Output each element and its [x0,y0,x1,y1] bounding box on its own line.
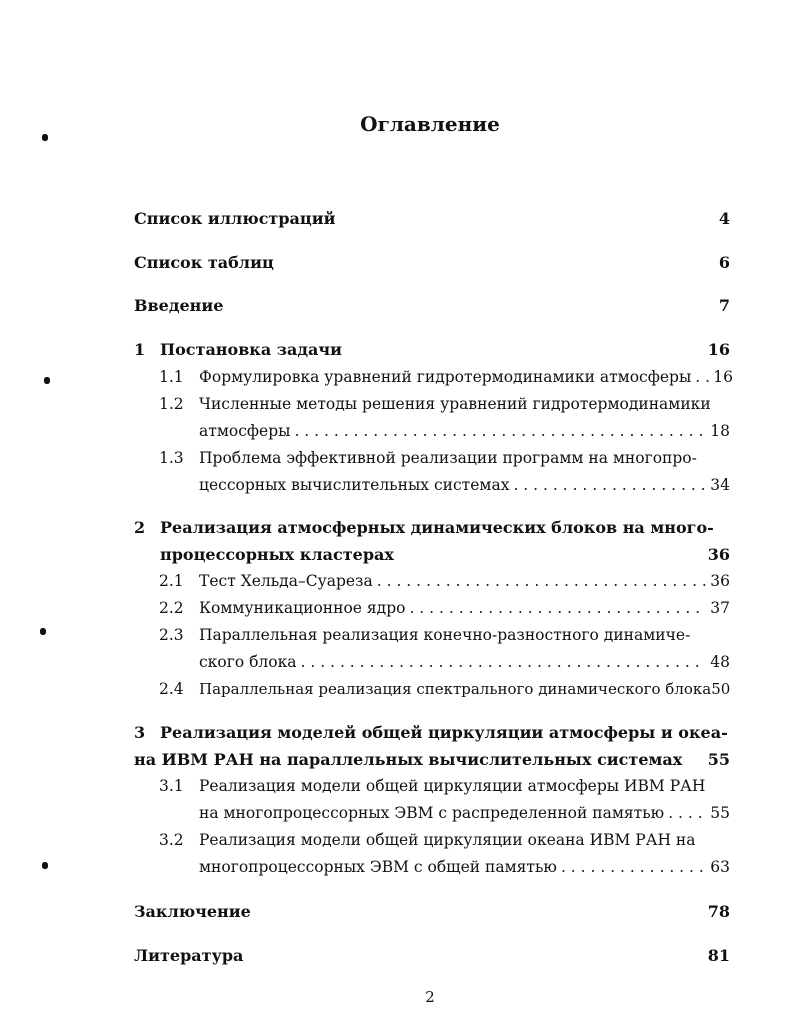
page-number: 2 [425,988,435,1006]
chapter-number: 1 [134,340,146,359]
scan-speck [40,628,46,635]
chapter-number: 3 [134,723,146,742]
toc-entry[interactable]: Введение 7 [134,296,730,315]
toc-entry[interactable]: Список иллюстраций 4 [134,209,730,228]
chapter-number: 2 [134,518,146,537]
toc-entry[interactable]: Заключение 78 [134,902,730,921]
toc-entry[interactable]: Список таблиц 6 [134,253,730,272]
page-title: Оглавление [360,112,500,136]
toc-entry[interactable]: Литература 81 [134,946,730,965]
scan-speck [44,377,50,384]
scan-speck [42,862,48,869]
scan-speck [42,134,48,141]
toc-chapter-continued[interactable]: на ИВМ РАН на параллельных вычислительных системах 55 [134,750,730,769]
